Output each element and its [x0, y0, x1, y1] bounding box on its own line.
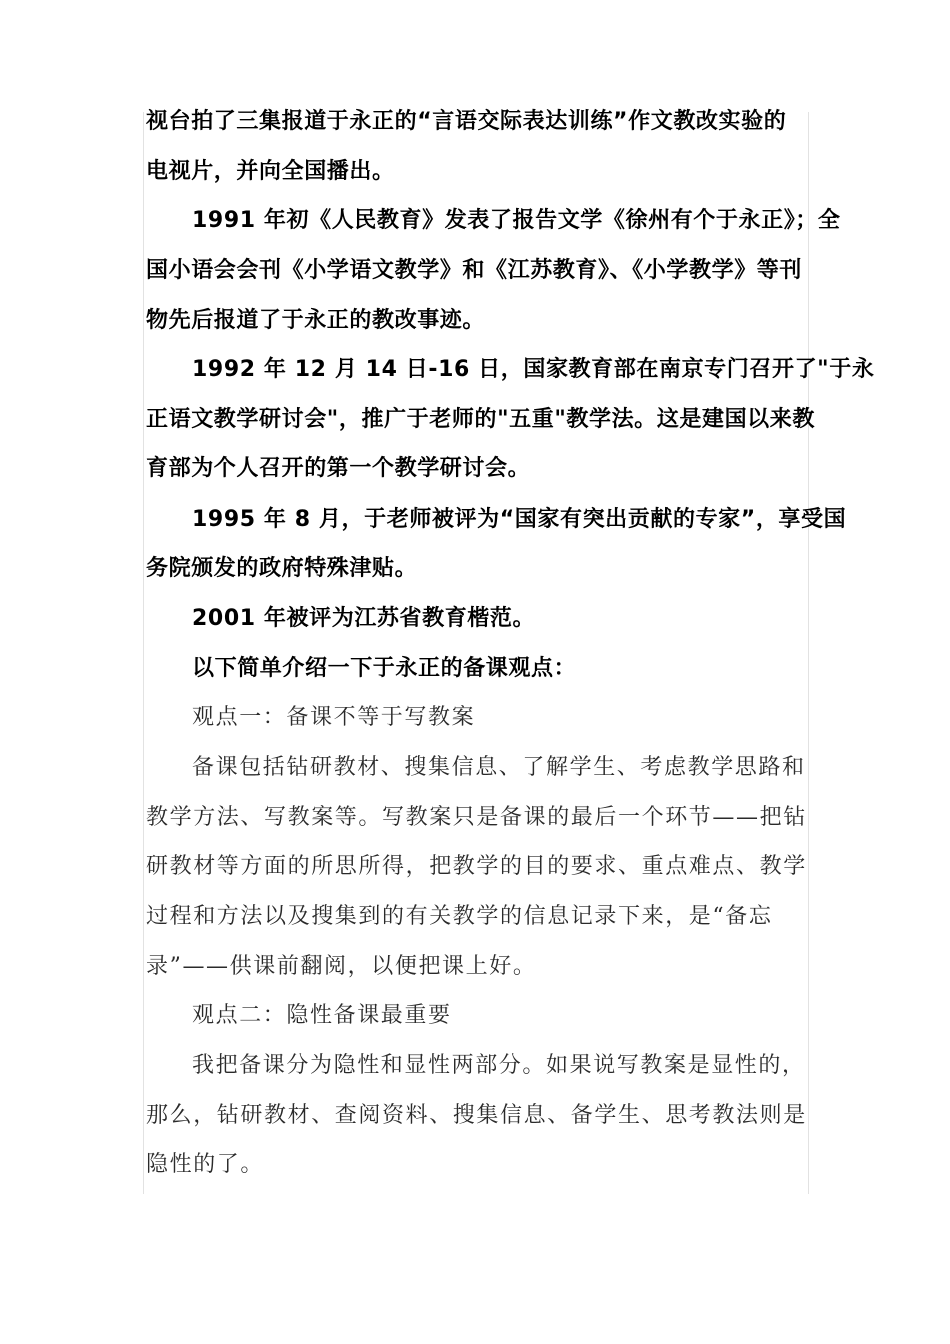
right-margin-line	[808, 112, 809, 1194]
text-line: 观点一：备课不等于写教案	[192, 705, 476, 730]
text-line: 观点二：隐性备课最重要	[192, 1003, 452, 1028]
text-line: 国小语会会刊《小学语文教学》和《江苏教育》、《小学教学》等刊	[146, 258, 803, 283]
text-line: 务院颁发的政府特殊津贴。	[146, 556, 418, 581]
text-line: 物先后报道了于永正的教改事迹。	[146, 308, 486, 333]
text-line: 1991 年初《人民教育》发表了报告文学《徐州有个于永正》；全	[192, 208, 841, 233]
text-line: 录”——供课前翻阅，以便把课上好。	[146, 954, 537, 979]
left-margin-line	[143, 112, 144, 1194]
text-line: 隐性的了。	[146, 1152, 265, 1177]
text-line: 以下简单介绍一下于永正的备课观点：	[192, 656, 577, 681]
text-line: 2001 年被评为江苏省教育楷范。	[192, 606, 536, 631]
text-line: 我把备课分为隐性和显性两部分。如果说写教案是显性的，	[192, 1053, 806, 1078]
text-line: 教学方法、写教案等。写教案只是备课的最后一个环节——把钻	[146, 805, 807, 830]
text-line: 电视片，并向全国播出。	[146, 159, 395, 184]
text-line: 视台拍了三集报道于永正的“言语交际表达训练”作文教改实验的	[146, 109, 787, 134]
text-line: 研教材等方面的所思所得，把教学的目的要求、重点难点、教学	[146, 854, 807, 879]
text-line: 过程和方法以及搜集到的有关教学的信息记录下来，是“备忘	[146, 904, 773, 929]
text-line: 那么，钻研教材、查阅资料、搜集信息、备学生、思考教法则是	[146, 1103, 807, 1128]
text-line: 1992 年 12 月 14 日-16 日，国家教育部在南京专门召开了"于永	[192, 357, 875, 382]
text-line: 正语文教学研讨会"，推广于老师的"五重"教学法。这是建国以来教	[146, 407, 815, 432]
text-line: 1995 年 8 月，于老师被评为“国家有突出贡献的专家”，享受国	[192, 507, 847, 532]
text-line: 育部为个人召开的第一个教学研讨会。	[146, 456, 531, 481]
text-line: 备课包括钻研教材、搜集信息、了解学生、考虑教学思路和	[192, 755, 806, 780]
